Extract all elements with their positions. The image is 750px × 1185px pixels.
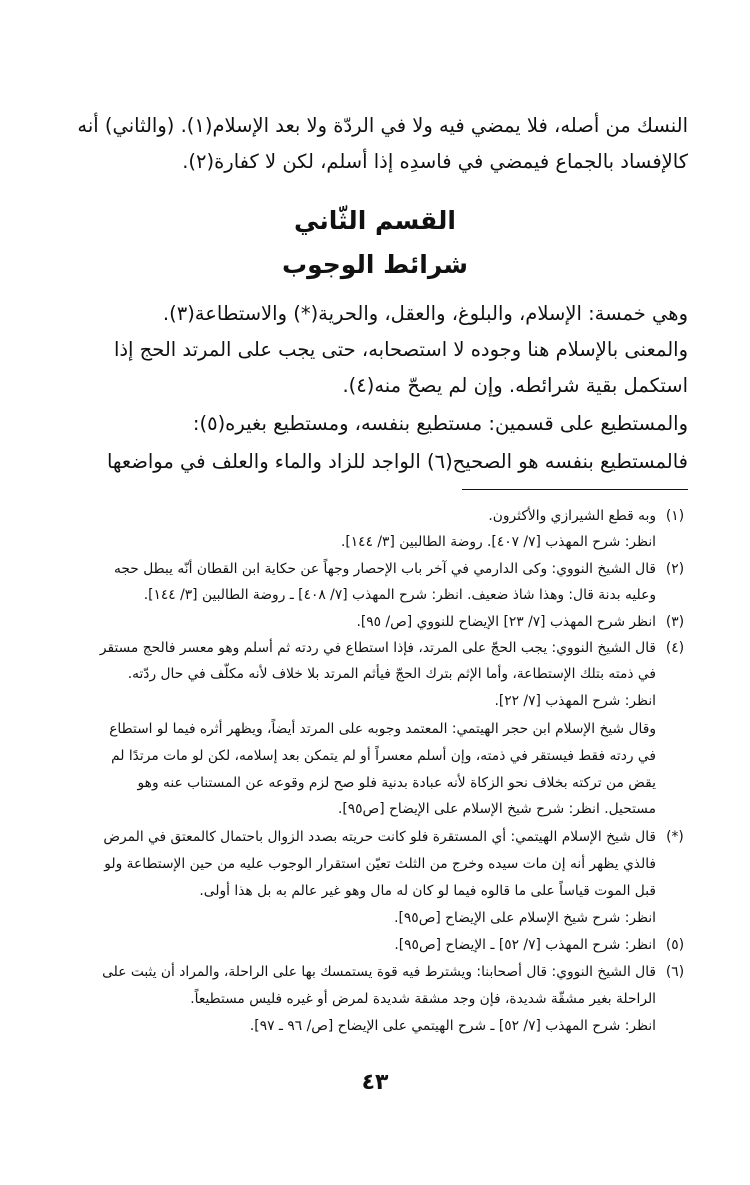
footnote-line: قال شيخ الإسلام الهيتمي: أي المستقرة فلو كانت حريته بصدد الزوال باحتمال كالمعتق في المرض: [103, 829, 656, 845]
footnote-line: الراحلة بغير مشقّة شديدة، فإن وجد مشقة شديدة لمرض أو غيره فليس مستطيعاً.: [190, 991, 656, 1007]
footnote-line: انظر: شرح المهذب [٧/ ٢٢].: [494, 693, 656, 709]
body-line-5: استكمل بقية شرائطه. وإن لم يصحّ منه(٤).: [342, 374, 688, 397]
footnote-number: (٣): [665, 614, 685, 630]
footnote-line: انظر: شرح المهذب [٧/ ٥٢] ـ الإيضاح [ص٩٥].: [394, 937, 656, 953]
footnote-line: في ذمته بتلك الإستطاعة، وأما الإثم بترك الحجّ فيأثم المرتد بلا خلاف لأنه مكلّف في حال ردّته.: [127, 666, 656, 682]
footnote-number: (١): [665, 508, 685, 524]
footnote-line: انظر: شرح المهذب [٧/ ٥٢] ـ شرح الهيتمي على الإيضاح [ص/ ٩٦ ـ ٩٧].: [249, 1018, 656, 1034]
body-line-3: وهي خمسة: الإسلام، والبلوغ، والعقل، والحرية(*) والاستطاعة(٣).: [162, 302, 688, 325]
footnote-line: في ردته فقط فيستقر في ذمته، وإن أسلم معسراً أو لم يتمكن بعد إسلامه، لكن لو مات مرتدًا لم: [111, 748, 656, 764]
footnote-number: (٦): [665, 964, 685, 980]
footnote-line: يقض من تركته بخلاف نحو الزكاة لأنه عبادة بدنية فلو صح لزم وقوعه عن المستناب عنه وهو: [137, 775, 656, 791]
footnote-line: قبل الموت قياساً على ما قالوه فيما لو كان له مال وهو غير عالم به بل هذا أولى.: [199, 883, 656, 899]
section-subtitle: شرائط الوجوب: [281, 250, 468, 279]
body-line-2: كالإفساد بالجماع فيمضي في فاسدِه إذا أسلم، لكن لا كفارة(٢).: [182, 150, 688, 173]
footnote-line: انظر: شرح المهذب [٧/ ٤٠٧]. روضة الطالبين [٣/ ١٤٤].: [340, 534, 656, 550]
footnote-line: قال الشيخ النووي: يجب الحجّ على المرتد، فإذا استطاع في ردته ثم أسلم وهو معسر فالحج مستقر: [99, 640, 656, 656]
footnote-number: (*): [666, 829, 684, 845]
body-line-1: النسك من أصله، فلا يمضي فيه ولا في الردّة ولا بعد الإسلام(١). (والثاني) أنه: [77, 114, 688, 137]
footnote-number: (٤): [665, 640, 685, 656]
footnote-line: وعليه بدنة قال: وهذا شاذ ضعيف. انظر: شرح المهذب [٧/ ٤٠٨] ـ روضة الطالبين [٣/ ١٤٤].: [143, 587, 656, 603]
footnote-line: وقال شيخ الإسلام ابن حجر الهيتمي: المعتمد وجوبه على المرتد أيضاً، ويظهر أثره فيما لو استطاع: [109, 721, 656, 737]
footnote-separator: [462, 489, 688, 490]
page-number: ٤٣: [361, 1070, 389, 1095]
footnote-line: مستحيل. انظر: شرح شيخ الإسلام على الإيضاح [ص٩٥].: [337, 801, 656, 817]
footnote-line: وبه قطع الشيرازي والأكثرون.: [488, 508, 656, 524]
footnote-line: قال الشيخ النووي: قال أصحابنا: ويشترط فيه قوة يستمسك بها على الراحلة، والمراد أن يثبت على: [102, 964, 656, 980]
section-title: القسم الثّاني: [294, 206, 456, 235]
footnote-line: انظر: شرح شيخ الإسلام على الإيضاح [ص٩٥].: [394, 910, 656, 926]
body-line-6: والمستطيع على قسمين: مستطيع بنفسه، ومستطيع بغيره(٥):: [192, 412, 688, 435]
body-line-4: والمعنى بالإسلام هنا وجوده لا استصحابه، حتى يجب على المرتد الحج إذا: [113, 338, 688, 361]
footnote-number: (٥): [665, 937, 685, 953]
footnote-line: فالذي يظهر أنه إن مات سيده وخرج من الثلث تعيّن استقرار الوجوب عليه من حين الإستطاعة ولو: [104, 856, 656, 872]
footnote-line: انظر شرح المهذب [٧/ ٢٣] الإيضاح للنووي [ص/ ٩٥].: [356, 614, 656, 630]
footnote-line: قال الشيخ النووي: وكى الدارمي في آخر باب الإحصار وجهاً عن حكاية ابن القطان أنّه يبطل حجه: [114, 561, 656, 577]
body-line-7: فالمستطيع بنفسه هو الصحيح(٦) الواجد للزاد والماء والعلف في مواضعها: [106, 450, 688, 473]
footnote-number: (٢): [665, 561, 685, 577]
